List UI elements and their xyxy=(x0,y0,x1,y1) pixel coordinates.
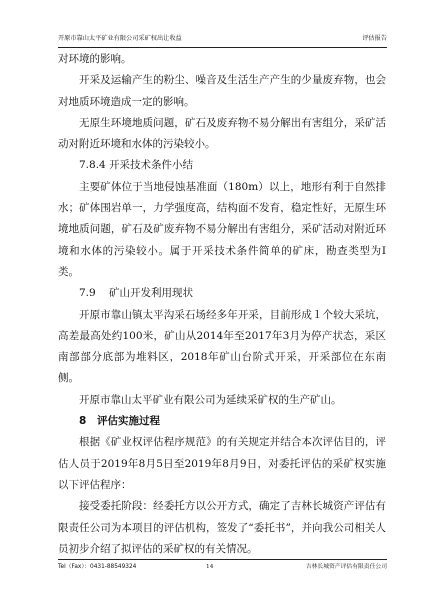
section-number: 7.9 xyxy=(79,287,96,300)
paragraph: 开原市靠山镇太平沟采石场经多年开采，目前形成１个较大采坑，高差最高处约100米，矿山从2014年至2017年3月为停产状态，采区南部部分底部为堆料区，2018年矿山台阶式开采，开采部位在东南侧。 xyxy=(58,308,386,385)
paragraph: 无原生环境地质问题，矿石及废弃物不易分解出有害组分，采矿活动对附近环境和水体的污染较小。 xyxy=(58,116,386,151)
section-number: 8 xyxy=(79,415,87,428)
paragraph: 开原市靠山太平矿业有限公司为延续采矿权的生产矿山。 xyxy=(79,393,342,406)
paragraph: 开采及运输产生的粉尘、噪音及生活生产产生的少量废弃物，也会对地质环境造成一定的影响。 xyxy=(58,74,386,108)
header-report-type: 评估报告 xyxy=(362,35,387,42)
section-heading-7-8-4 xyxy=(58,155,386,176)
paragraph: 对环境的影响。 xyxy=(58,53,132,65)
page-footer xyxy=(58,559,387,574)
section-title: 评估实施过程 xyxy=(97,415,160,428)
section-heading-8 xyxy=(58,411,386,432)
section-title: 开采技术条件小结 xyxy=(109,159,193,172)
section-number: 7.8.4 xyxy=(79,159,106,172)
page-body xyxy=(58,49,386,560)
paragraph: 主要矿体位于当地侵蚀基准面（180m）以上，地形有利于自然排水；矿体围岩单一，力学强度高，结构面不发育，稳定性好，无原生环境地质问题，矿石及矿废弃物不易分解出有害组分，采矿活动对附近环境和水体的污染较小。属于开采技术条件简单的矿床，勘查类型为Ⅰ类。 xyxy=(58,180,386,278)
page-header xyxy=(58,33,387,48)
page-number: 14 xyxy=(206,564,214,570)
header-report-title: 开原市靠山太平矿业有限公司采矿权出让收益 xyxy=(58,35,182,42)
paragraph: 根据《矿业权评估程序规范》的有关规定并结合本次评估目的，评估人员于2019年8月5日至2019年8月9日，对委托评估的采矿权实施以下评估程序： xyxy=(58,436,386,491)
section-title: 矿山开发利用现状 xyxy=(109,287,193,300)
paragraph: 接受委托阶段：经委托方以公开方式，确定了吉林长城资产评估有限责任公司为本项目的评估机构，签发了“委托书”，并向我公司相关人员初步介绍了拟评估的采矿权的有关情况。 xyxy=(58,500,386,555)
section-heading-7-9 xyxy=(58,283,386,304)
footer-company: 吉林长城资产评估有限责任公司 xyxy=(305,564,387,570)
footer-tel-fax: Tel（Fax）：0431-88549324 xyxy=(58,564,137,570)
